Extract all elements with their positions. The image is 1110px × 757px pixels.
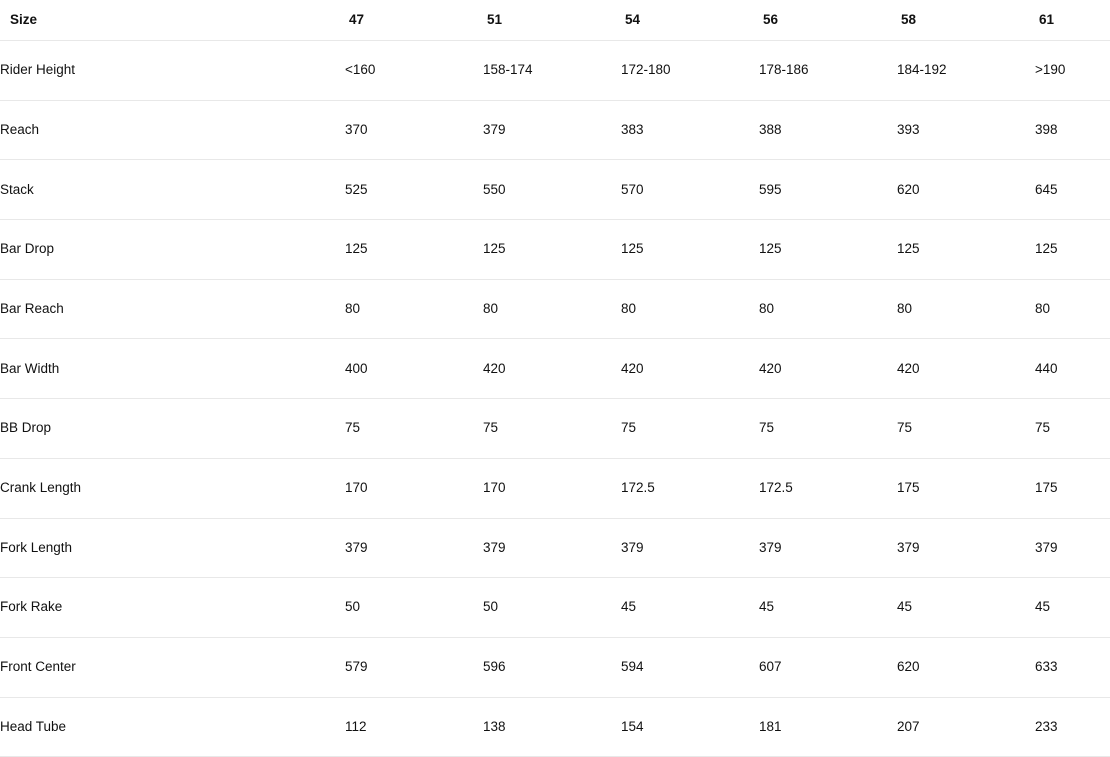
table-row (0, 339, 1110, 399)
row-label: Bar Reach (0, 279, 345, 339)
cell-value: 175 (1035, 458, 1110, 518)
row-label: Fork Rake (0, 578, 345, 638)
table-row (0, 279, 1110, 339)
cell-value: 75 (621, 399, 759, 459)
table-row (0, 637, 1110, 697)
cell-value: 379 (483, 518, 621, 578)
cell-value: 607 (759, 637, 897, 697)
cell-value: 379 (483, 100, 621, 160)
cell-value: 75 (759, 399, 897, 459)
table-row (0, 399, 1110, 459)
cell-value: 112 (345, 697, 483, 757)
row-label: BB Drop (0, 399, 345, 459)
row-label: Stack (0, 160, 345, 220)
cell-value: 125 (621, 220, 759, 280)
cell-value: 175 (897, 458, 1035, 518)
cell-value: 379 (759, 518, 897, 578)
cell-value: <160 (345, 41, 483, 101)
table-row (0, 100, 1110, 160)
cell-value: 170 (345, 458, 483, 518)
row-label: Rider Height (0, 41, 345, 101)
cell-value: 184-192 (897, 41, 1035, 101)
cell-value: 420 (897, 339, 1035, 399)
row-label: Crank Length (0, 458, 345, 518)
cell-value: 158-174 (483, 41, 621, 101)
cell-value: 45 (621, 578, 759, 638)
cell-value: 170 (483, 458, 621, 518)
cell-value: 393 (897, 100, 1035, 160)
cell-value: 594 (621, 637, 759, 697)
column-header-51: 51 (483, 0, 621, 41)
cell-value: 207 (897, 697, 1035, 757)
row-label: Bar Drop (0, 220, 345, 280)
cell-value: 80 (1035, 279, 1110, 339)
cell-value: 75 (345, 399, 483, 459)
cell-value: 45 (759, 578, 897, 638)
cell-value: 620 (897, 637, 1035, 697)
cell-value: 370 (345, 100, 483, 160)
cell-value: 172.5 (759, 458, 897, 518)
cell-value: 154 (621, 697, 759, 757)
cell-value: 80 (759, 279, 897, 339)
cell-value: 50 (345, 578, 483, 638)
cell-value: 80 (345, 279, 483, 339)
row-label: Head Tube (0, 697, 345, 757)
cell-value: 125 (345, 220, 483, 280)
cell-value: 125 (897, 220, 1035, 280)
cell-value: 379 (345, 518, 483, 578)
table-row (0, 220, 1110, 280)
cell-value: 420 (483, 339, 621, 399)
table-row (0, 41, 1110, 101)
table-header (0, 0, 1110, 41)
cell-value: 80 (621, 279, 759, 339)
cell-value: 633 (1035, 637, 1110, 697)
column-header-58: 58 (897, 0, 1035, 41)
cell-value: 75 (1035, 399, 1110, 459)
column-header-56: 56 (759, 0, 897, 41)
cell-value: 45 (897, 578, 1035, 638)
cell-value: 525 (345, 160, 483, 220)
table-body (0, 41, 1110, 757)
cell-value: 420 (759, 339, 897, 399)
cell-value: 172-180 (621, 41, 759, 101)
cell-value: 80 (897, 279, 1035, 339)
cell-value: 595 (759, 160, 897, 220)
cell-value: 233 (1035, 697, 1110, 757)
cell-value: 181 (759, 697, 897, 757)
cell-value: 125 (1035, 220, 1110, 280)
cell-value: 80 (483, 279, 621, 339)
cell-value: 138 (483, 697, 621, 757)
cell-value: 550 (483, 160, 621, 220)
cell-value: 570 (621, 160, 759, 220)
row-label: Reach (0, 100, 345, 160)
cell-value: 383 (621, 100, 759, 160)
cell-value: 420 (621, 339, 759, 399)
table-row (0, 458, 1110, 518)
cell-value: 172.5 (621, 458, 759, 518)
row-label: Fork Length (0, 518, 345, 578)
cell-value: 440 (1035, 339, 1110, 399)
column-header-61: 61 (1035, 0, 1110, 41)
row-label: Bar Width (0, 339, 345, 399)
cell-value: 379 (897, 518, 1035, 578)
row-label: Front Center (0, 637, 345, 697)
column-header-47: 47 (345, 0, 483, 41)
cell-value: 398 (1035, 100, 1110, 160)
cell-value: 645 (1035, 160, 1110, 220)
table-row (0, 160, 1110, 220)
cell-value: 178-186 (759, 41, 897, 101)
table-row (0, 578, 1110, 638)
column-header-54: 54 (621, 0, 759, 41)
cell-value: 125 (759, 220, 897, 280)
cell-value: 400 (345, 339, 483, 399)
cell-value: 379 (1035, 518, 1110, 578)
cell-value: 45 (1035, 578, 1110, 638)
cell-value: 379 (621, 518, 759, 578)
column-header-size: Size (0, 0, 345, 41)
cell-value: 620 (897, 160, 1035, 220)
table-header-row (0, 0, 1110, 41)
cell-value: 388 (759, 100, 897, 160)
cell-value: 579 (345, 637, 483, 697)
cell-value: 50 (483, 578, 621, 638)
cell-value: >190 (1035, 41, 1110, 101)
table-row (0, 518, 1110, 578)
cell-value: 75 (483, 399, 621, 459)
cell-value: 125 (483, 220, 621, 280)
cell-value: 596 (483, 637, 621, 697)
cell-value: 75 (897, 399, 1035, 459)
